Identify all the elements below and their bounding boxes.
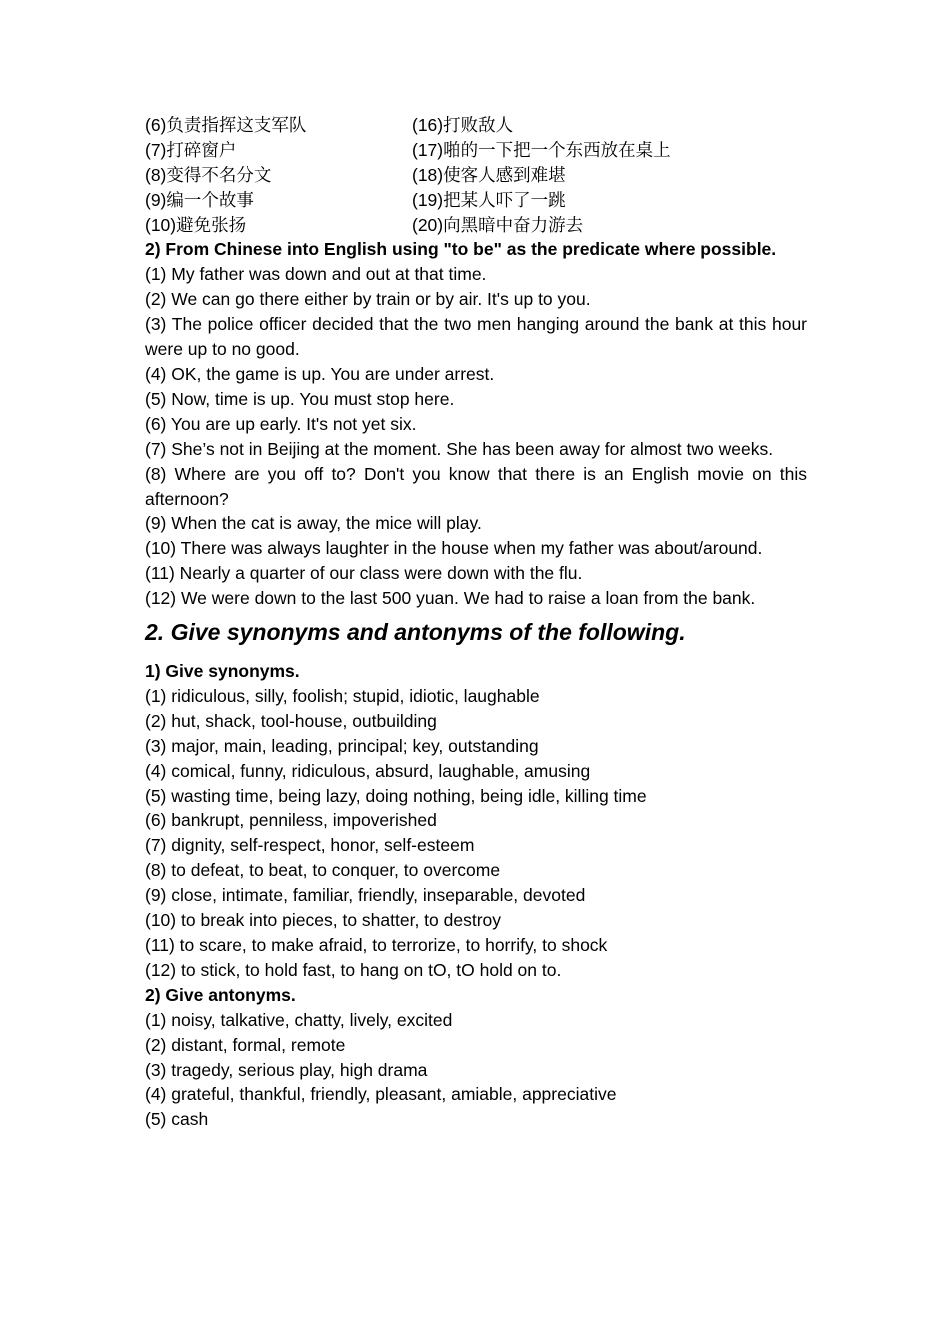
- list-item: (2) hut, shack, tool-house, outbuilding: [145, 710, 437, 731]
- list-item: (3) tragedy, serious play, high drama: [145, 1059, 428, 1080]
- translation-row: [145, 138, 807, 163]
- part2-heading: 2) From Chinese into English using "to be" as the predicate where possible.: [145, 239, 777, 260]
- translation-row: [145, 213, 807, 238]
- translation-item-right: (20)向黑暗中奋力游去: [412, 214, 584, 235]
- synonyms-heading: 1) Give synonyms.: [145, 661, 300, 682]
- list-item: (8) to defeat, to beat, to conquer, to overcome: [145, 860, 501, 881]
- translation-row: [145, 188, 807, 213]
- list-item: (11) to scare, to make afraid, to terrorize, to horrify, to shock: [145, 935, 608, 956]
- list-item: (3) The police officer decided that the two men hanging around the bank at this hour were up to no good.: [145, 314, 807, 360]
- part2-list: [145, 262, 807, 611]
- translation-item-right: (17)啪的一下把一个东西放在桌上: [412, 139, 671, 160]
- list-item: (6) You are up early. It's not yet six.: [145, 413, 417, 434]
- translation-item-right: (19)把某人吓了一跳: [412, 189, 566, 210]
- translation-item-right: (16)打败敌人: [412, 115, 514, 135]
- list-item: (7) She’s not in Beijing at the moment. She has been away for almost two weeks.: [145, 438, 774, 459]
- list-item: (2) distant, formal, remote: [145, 1034, 346, 1055]
- list-item: (1) noisy, talkative, chatty, lively, excited: [145, 1009, 453, 1030]
- list-item: (6) bankrupt, penniless, impoverished: [145, 810, 437, 831]
- list-item: (8) Where are you off to? Don't you know that there is an English movie on this afternoon?: [145, 463, 807, 509]
- translation-row: [145, 163, 807, 188]
- translation-item-left: (7)打碎窗户: [145, 139, 237, 160]
- list-item: (7) dignity, self-respect, honor, self-esteem: [145, 835, 475, 856]
- list-item: (3) major, main, leading, principal; key, outstanding: [145, 735, 539, 756]
- translation-item-left: (9)编一个故事: [145, 189, 254, 210]
- list-item: (12) We were down to the last 500 yuan. We had to raise a loan from the bank.: [145, 588, 756, 609]
- antonyms-heading: 2) Give antonyms.: [145, 984, 296, 1005]
- document-page: [145, 113, 807, 1132]
- list-item: (11) Nearly a quarter of our class were down with the flu.: [145, 563, 583, 584]
- translation-item-left: (6)负责指挥这支军队: [145, 115, 307, 135]
- translation-item-left: (8)变得不名分文: [145, 164, 272, 185]
- list-item: (10) to break into pieces, to shatter, to destroy: [145, 910, 502, 931]
- antonyms-list: [145, 1008, 807, 1133]
- translation-list: [145, 113, 807, 237]
- list-item: (1) ridiculous, silly, foolish; stupid, idiotic, laughable: [145, 685, 540, 706]
- translation-row: [145, 113, 807, 138]
- list-item: (5) wasting time, being lazy, doing nothing, being idle, killing time: [145, 785, 647, 806]
- list-item: (4) grateful, thankful, friendly, pleasant, amiable, appreciative: [145, 1084, 617, 1105]
- list-item: (10) There was always laughter in the house when my father was about/around.: [145, 538, 763, 559]
- list-item: (5) Now, time is up. You must stop here.: [145, 388, 455, 409]
- list-item: (5) cash: [145, 1109, 209, 1130]
- list-item: (4) comical, funny, ridiculous, absurd, laughable, amusing: [145, 760, 591, 781]
- section-title: 2. Give synonyms and antonyms of the following.: [145, 619, 686, 646]
- list-item: (9) When the cat is away, the mice will play.: [145, 513, 482, 534]
- list-item: (2) We can go there either by train or by air. It's up to you.: [145, 289, 591, 310]
- translation-item-left: (10)避免张扬: [145, 214, 247, 235]
- list-item: (9) close, intimate, familiar, friendly, inseparable, devoted: [145, 885, 586, 906]
- list-item: (12) to stick, to hold fast, to hang on tO, tO hold on to.: [145, 959, 562, 980]
- synonyms-list: [145, 684, 807, 983]
- list-item: (4) OK, the game is up. You are under arrest.: [145, 363, 495, 384]
- list-item: (1) My father was down and out at that time.: [145, 264, 487, 285]
- translation-item-right: (18)使客人感到难堪: [412, 164, 566, 185]
